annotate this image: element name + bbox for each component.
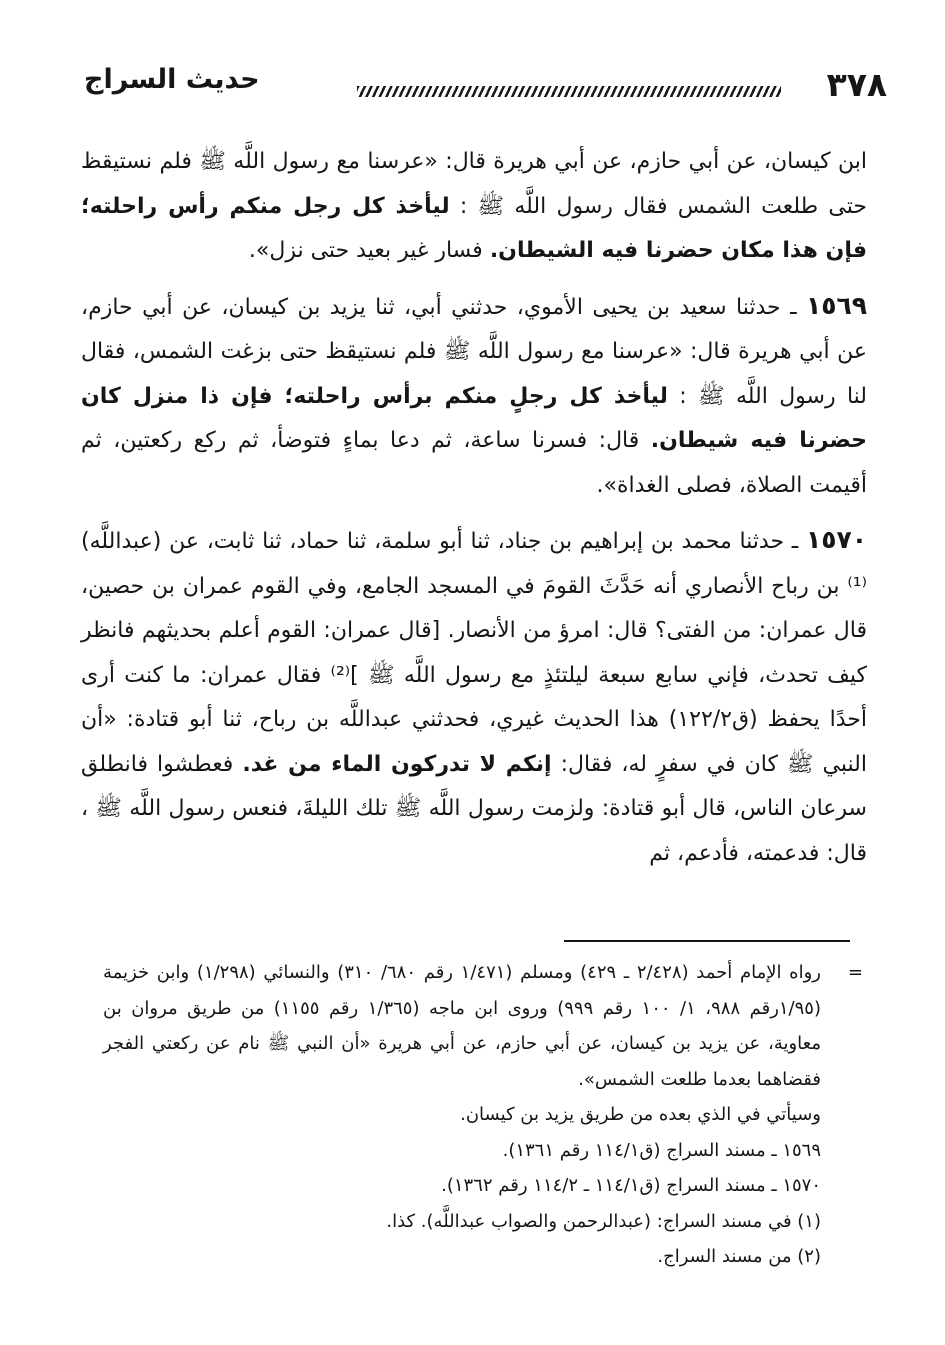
text-segment: ـ حدثنا محمد بن إبراهيم بن جناد، ثنا أبو سلمة، ثنا حماد، ثنا ثابت، عن (عبداللَّه)⁽¹⁾ بن رباح الأنصاري أنه حَدَّثَ القومَ في المسجد الجامع، وفي القوم عمران بن حصين، قال عمران: من الفتى؟ قال: امرؤ من الأنصار. [قال عمران: القوم أعلم بحديثهم فانظر كيف تحدث، فإني سابع سبعة ليلتئذٍ مع رسول اللَّه ﷺ ]⁽²⁾ فقال عمران: ما كنت أرى أحدًا يحفظ (ق١٢٢/٢) هذا الحديث غيري، فحدثني عبداللَّه بن رباح، ثنا أبو قتادة: «أن النبي ﷺ كان في سفرٍ له، فقال: <box>81 529 868 777</box>
text-segment: ـ حدثنا سعيد بن يحيى الأموي، حدثني أبي، ثنا يزيد بن كيسان، عن أبي حازم، عن أبي هريرة قال: «عرسنا مع رسول اللَّه ﷺ فلم نستيقظ حتى بزغت الشمس، فقال لنا رسول اللَّه ﷺ : <box>81 294 867 409</box>
hadith-number: ١٥٦٩ <box>805 290 867 320</box>
paragraph <box>81 140 867 274</box>
footnote-line: (٢) من مسند السراج. <box>657 1246 821 1267</box>
footnote-line: ١٥٦٩ ـ مسند السراج (ق١١٤/١ رقم ١٣٦١). <box>502 1139 821 1161</box>
page-number: ٣٧٨ <box>826 65 887 104</box>
footnote-line: وسيأتي في الذي بعده من طريق يزيد بن كيسان. <box>460 1104 821 1125</box>
footnote-continuation <box>103 955 863 1097</box>
footnote-text: رواه الإمام أحمد (٢/٤٢٨ ـ ٤٢٩) ومسلم (١/٤٧١ رقم ٦٨٠/ ٣١٠) والنسائي (١/٢٩٨) وابن خزيمة (١/٩٥رقم ٩٨٨، ١/ ١٠٠ رقم ٩٩٩) وروى ابن ماجه (١/٣٦٥ رقم ١١٥٥) من طريق مروان بن معاوية، عن يزيد بن كيسان، عن أبي حازم، عن أبي هريرة «أن النبي ﷺ نام عن ركعتي الفجر فقضاهما بعدما طلعت الشمس». <box>103 962 821 1090</box>
hadith-number: ١٥٧٠ <box>805 525 867 554</box>
footnote-line: ١٥٧٠ ـ مسند السراج (ق١١٤/١ ـ ١١٤/٢ رقم ١٣٦٢). <box>441 1175 821 1196</box>
hadith-quote: إنكم لا تدركون الماء من غد. <box>242 751 552 777</box>
footnotes <box>103 955 863 1275</box>
hadith-quote: ليأخذ كل رجلٍ منكم برأس راحلته؛ فإن ذا منزل كان حضرنا فيه شيطان. <box>81 383 867 453</box>
text-segment: فعطشوا فانطلق سرعان الناس، قال أبو قتادة: ولزمت رسول اللَّه ﷺ تلك الليلةَ، فنعس رسول اللَّه ﷺ ، قال: فدعمته، فأدعم، ثم <box>81 751 867 866</box>
main-text <box>81 140 867 886</box>
footnote-line: (١) في مسند السراج: (عبدالرحمن والصواب عبداللَّه). كذا. <box>386 1210 821 1232</box>
text-segment: قال: فسرنا ساعة، ثم دعا بماءٍ فتوضأ، ثم ركع ركعتين، ثم أقيمت الصلاة، فصلى الغداة». <box>81 428 867 498</box>
header-rule <box>357 86 781 97</box>
text-segment: ابن كيسان، عن أبي حازم، عن أبي هريرة قال: «عرسنا مع رسول اللَّه ﷺ فلم نستيقظ حتى طلعت الشمس فقال رسول اللَّه ﷺ : <box>81 149 868 219</box>
footnote-separator <box>564 940 850 942</box>
paragraph <box>81 284 867 509</box>
running-title: حديث السراج <box>84 64 260 95</box>
paragraph <box>81 518 867 876</box>
text-segment: فسار غير بعيد حتى نزل». <box>248 238 490 263</box>
continuation-marker: = <box>847 962 863 983</box>
hadith-quote: ليأخذ كل رجل منكم رأس راحلته؛ فإن هذا مكان حضرنا فيه الشيطان. <box>81 193 867 263</box>
